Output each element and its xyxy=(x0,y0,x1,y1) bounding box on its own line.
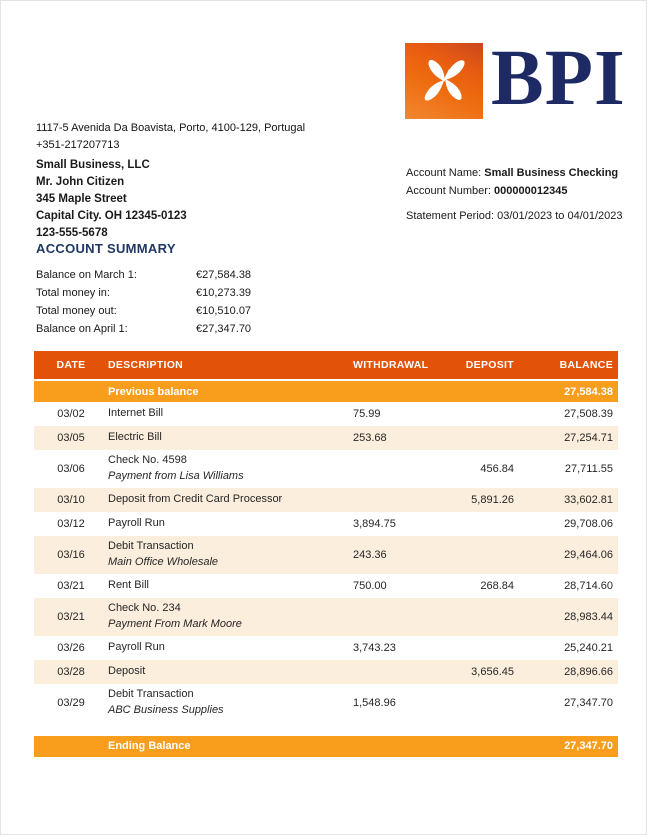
transactions-table xyxy=(34,351,618,757)
transaction-date: 03/12 xyxy=(57,517,85,530)
transaction-description: Internet Bill xyxy=(108,407,164,420)
account-summary-title: ACCOUNT SUMMARY xyxy=(36,241,176,256)
header-withdrawal: WITHDRAWAL xyxy=(353,359,429,371)
bank-contact-block xyxy=(36,120,305,154)
table-body xyxy=(34,402,618,722)
ending-balance-value: 27,347.70 xyxy=(564,740,613,752)
customer-address-block xyxy=(36,157,187,242)
transaction-deposit: 3,656.45 xyxy=(471,665,514,678)
transaction-description: Debit Transaction Main Office Wholesale xyxy=(108,536,353,574)
ending-balance-row xyxy=(34,736,618,757)
summary-label: Total money in: xyxy=(36,287,110,299)
transaction-date: 03/21 xyxy=(57,610,85,623)
transaction-row xyxy=(34,426,618,450)
transaction-note: Payment from Lisa Williams xyxy=(108,469,244,482)
account-number-row xyxy=(406,183,623,201)
transaction-balance: 27,254.71 xyxy=(564,432,613,444)
header-balance: BALANCE xyxy=(559,359,613,371)
transaction-balance: 28,714.60 xyxy=(564,579,613,592)
transaction-row xyxy=(34,598,618,636)
transaction-note: Main Office Wholesale xyxy=(108,555,219,568)
transaction-date: 03/29 xyxy=(57,696,85,709)
transaction-date: 03/26 xyxy=(57,641,85,654)
bank-phone: +351-217207713 xyxy=(36,139,120,152)
transaction-withdrawal: 3,743.23 xyxy=(353,641,396,654)
account-number-label: Account Number: xyxy=(406,184,491,197)
transaction-withdrawal: 3,894.75 xyxy=(353,517,396,530)
transaction-date: 03/28 xyxy=(57,665,85,678)
transaction-row xyxy=(34,660,618,684)
transaction-row xyxy=(34,636,618,660)
bank-address: 1117-5 Avenida Da Boavista, Porto, 4100-129, Portugal xyxy=(36,122,306,134)
flower-icon xyxy=(413,48,475,115)
transaction-description: Electric Bill xyxy=(108,431,162,444)
transaction-date: 03/16 xyxy=(57,548,85,561)
statement-period-value: 03/01/2023 to 04/01/2023 xyxy=(497,210,623,223)
transaction-description: Payroll Run xyxy=(108,640,165,653)
table-spacer-row xyxy=(34,722,618,734)
summary-label: Balance on April 1: xyxy=(36,323,128,335)
transaction-withdrawal: 1,548.96 xyxy=(353,696,396,709)
summary-value: €27,584.38 xyxy=(196,269,252,281)
bpi-logo xyxy=(405,34,626,122)
customer-street: 345 Maple Street xyxy=(36,193,127,206)
summary-row xyxy=(36,302,366,320)
account-name-label: Account Name: xyxy=(406,167,482,179)
transaction-withdrawal: 75.99 xyxy=(353,408,381,420)
bpi-logo-square xyxy=(405,43,483,119)
summary-value: €27,347.70 xyxy=(196,323,252,335)
summary-row xyxy=(36,320,366,338)
account-name-row xyxy=(406,165,623,183)
customer-city: Capital City. OH 12345-0123 xyxy=(36,210,187,223)
summary-row xyxy=(36,284,366,302)
transaction-row xyxy=(34,488,618,512)
transaction-balance: 33,602.81 xyxy=(564,493,613,506)
transaction-note: ABC Business Supplies xyxy=(108,703,224,716)
header-deposit: DEPOSIT xyxy=(465,359,514,371)
account-summary-section xyxy=(36,241,366,338)
transaction-description: Deposit xyxy=(108,664,146,677)
transaction-description: Debit Transaction ABC Business Supplies xyxy=(108,684,353,722)
statement-period-label: Statement Period: xyxy=(406,210,495,223)
transaction-deposit: 5,891.26 xyxy=(471,493,514,506)
customer-phone: 123-555-5678 xyxy=(36,227,108,240)
transaction-balance: 25,240.21 xyxy=(564,641,613,654)
account-name-value: Small Business Checking xyxy=(484,167,619,179)
summary-value: €10,273.39 xyxy=(196,287,252,299)
transaction-description: Payroll Run xyxy=(108,516,165,529)
transaction-balance: 29,464.06 xyxy=(564,548,613,561)
summary-label: Balance on March 1: xyxy=(36,269,137,281)
customer-company: Small Business, LLC xyxy=(36,159,150,171)
table-header-row xyxy=(34,351,618,379)
transaction-balance: 28,896.66 xyxy=(564,665,613,678)
transaction-balance: 29,708.06 xyxy=(564,517,613,530)
transaction-date: 03/10 xyxy=(57,493,85,506)
transaction-row xyxy=(34,536,618,574)
statement-period-row xyxy=(406,208,623,226)
transaction-description: Rent Bill xyxy=(108,578,149,591)
header-date: DATE xyxy=(56,359,86,371)
transaction-row xyxy=(34,684,618,722)
transaction-balance: 27,347.70 xyxy=(564,696,613,709)
transaction-date: 03/21 xyxy=(57,579,85,592)
ending-balance-label: Ending Balance xyxy=(108,740,191,752)
previous-balance-label: Previous balance xyxy=(108,385,199,398)
transaction-balance: 27,711.55 xyxy=(564,462,613,475)
transaction-balance: 27,508.39 xyxy=(564,408,613,420)
bpi-wordmark: BPI xyxy=(491,34,626,122)
transaction-description: Check No. 4598 Payment from Lisa Williams xyxy=(108,450,353,488)
transaction-deposit: 268.84 xyxy=(480,579,514,592)
previous-balance-row xyxy=(34,381,618,402)
summary-label: Total money out: xyxy=(36,305,117,317)
transaction-date: 03/02 xyxy=(57,408,85,420)
transaction-description: Deposit from Credit Card Processor xyxy=(108,492,283,505)
transaction-withdrawal: 243.36 xyxy=(353,548,387,561)
account-info-block xyxy=(406,165,623,226)
transaction-balance: 28,983.44 xyxy=(564,610,613,623)
account-number-value: 000000012345 xyxy=(494,184,568,197)
transaction-row xyxy=(34,450,618,488)
transaction-row xyxy=(34,574,618,598)
transaction-description: Check No. 234 Payment From Mark Moore xyxy=(108,598,353,636)
transaction-withdrawal: 750.00 xyxy=(353,579,387,592)
summary-row xyxy=(36,266,366,284)
transaction-note: Payment From Mark Moore xyxy=(108,617,242,630)
previous-balance-value: 27,584.38 xyxy=(564,385,613,398)
transaction-deposit: 456.84 xyxy=(480,462,514,475)
transaction-withdrawal: 253.68 xyxy=(353,432,387,444)
header-description: DESCRIPTION xyxy=(108,359,184,371)
transaction-row xyxy=(34,402,618,426)
transaction-date: 03/05 xyxy=(57,432,85,444)
transaction-row xyxy=(34,512,618,536)
customer-name: Mr. John Citizen xyxy=(36,176,125,189)
transaction-date: 03/06 xyxy=(57,462,85,475)
summary-value: €10,510.07 xyxy=(196,305,252,317)
